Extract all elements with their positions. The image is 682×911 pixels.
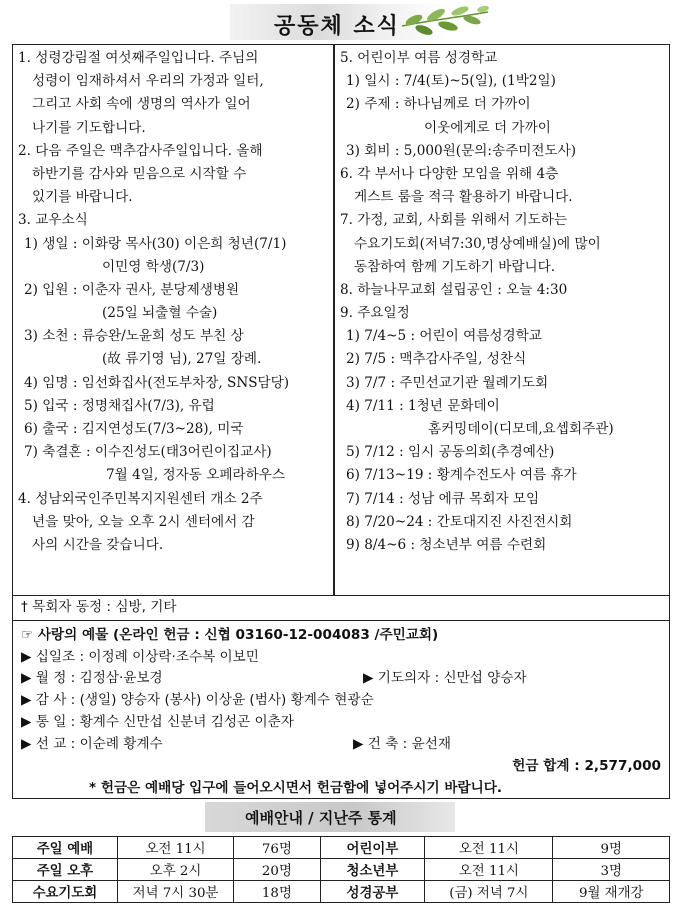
table-cell: 성경공부 (320, 881, 425, 903)
table-row (13, 881, 670, 903)
news-line: 8. 하늘나무교회 설립공인 : 오늘 4:30 (340, 281, 568, 298)
news-line: 나기를 기도합니다. (32, 119, 146, 136)
news-line: 3) 소천 : 류승완/노윤희 성도 부친 상 (24, 328, 244, 345)
table-cell: 18명 (234, 881, 320, 903)
services-table (12, 836, 670, 903)
offering-tithe: ▶ 십일조 : 이정례 이상락·조수복 이보민 (21, 649, 259, 665)
news-line: 이웃에게로 더 가까이 (424, 119, 551, 136)
table-cell: 9월 재개강 (553, 881, 670, 903)
news-line: (故 류기영 님), 27일 장례. (102, 351, 262, 368)
news-line: 7. 가정, 교회, 사회를 위해서 기도하는 (340, 212, 568, 229)
table-cell: 청소년부 (320, 859, 425, 881)
table-row (13, 837, 670, 859)
news-line: 7) 축결혼 : 이수진성도(태3어린이집교사) (24, 444, 272, 461)
table-cell: 3명 (553, 859, 670, 881)
news-line: 있기를 바랍니다. (32, 189, 133, 206)
leaf-decoration-icon (400, 2, 490, 40)
news-line: 4) 임명 : 임선화집사(전도부차장, SNS담당) (24, 374, 290, 391)
table-cell: 20명 (234, 859, 320, 881)
news-line: 하반기를 감사와 믿음으로 시작할 수 (32, 165, 247, 182)
news-line: 8) 7/20~24 : 간토대지진 사진전시회 (346, 513, 573, 530)
offering-box (12, 621, 670, 799)
table-cell: (금) 저녁 7시 (425, 881, 553, 903)
news-line: 5. 어린이부 여름 성경학교 (340, 50, 498, 66)
news-line: 6) 7/13~19 : 황계수전도사 여름 휴가 (346, 467, 577, 484)
news-line: 1) 일시 : 7/4(토)~5(일), (1박2일) (346, 73, 556, 90)
offering-thanks: ▶ 감 사 : (생일) 양승자 (봉사) 이상윤 (범사) 황계수 현광순 (21, 692, 374, 708)
pastor-activity (12, 596, 670, 621)
table-cell: 주일 오후 (13, 859, 118, 881)
news-line: 4) 7/11 : 1청년 문화데이 (346, 397, 500, 414)
news-line: 2) 주제 : 하나님께로 더 가까이 (346, 96, 531, 113)
news-line: 9) 8/4~6 : 청소년부 여름 수련회 (346, 536, 547, 553)
page-title: 공동체 소식 (274, 14, 400, 39)
services-title: 예배안내 / 지난주 통계 (245, 809, 397, 827)
table-cell: 어린이부 (320, 837, 425, 859)
offering-prayer-chair: ▶ 기도의자 : 신만섭 양승자 (363, 670, 527, 686)
news-line: 수요기도회(저녁7:30,명상예배실)에 많이 (354, 235, 601, 252)
news-line: 7) 7/14 : 성남 에큐 목회자 모임 (346, 490, 540, 507)
news-line: (25일 뇌출혈 수술) (102, 305, 218, 322)
table-cell: 저녁 7시 30분 (117, 881, 233, 903)
pastor-activity-text: † 목회자 동정 : 심방, 기타 (21, 599, 177, 615)
table-cell: 주일 예배 (13, 837, 118, 859)
table-cell: 9명 (553, 837, 670, 859)
table-cell: 오전 11시 (425, 859, 553, 881)
offering-construction: ▶ 건 축 : 윤선재 (353, 736, 451, 752)
news-line: 2. 다음 주일은 맥추감사주일입니다. 올해 (18, 142, 263, 159)
news-line: 이민영 학생(7/3) (102, 258, 205, 275)
offering-unification: ▶ 통 일 : 황계수 신만섭 신분녀 김성곤 이춘자 (21, 714, 294, 730)
left-column (18, 47, 330, 557)
news-line: 4. 성남외국인주민복지지원센터 개소 2주 (18, 490, 263, 507)
services-banner (205, 802, 455, 832)
news-line: 2) 7/5 : 맥추감사주일, 성찬식 (346, 351, 527, 368)
offering-monthly: ▶ 월 정 : 김정삼·윤보경 (21, 670, 163, 686)
news-line: 3. 교우소식 (18, 212, 88, 229)
news-line: 그리고 사회 속에 생명의 역사가 일어 (32, 96, 251, 113)
news-line: 1) 7/4~5 : 어린이 여름성경학교 (346, 328, 542, 345)
news-line: 5) 입국 : 정명채집사(7/3), 유럽 (24, 397, 215, 414)
offering-notice: * 헌금은 예배당 입구에 들어오시면서 헌금함에 넣어주시기 바랍니다. (89, 780, 503, 796)
news-line: 1) 생일 : 이화랑 목사(30) 이은희 청년(7/1) (24, 235, 287, 252)
column-divider (333, 44, 335, 596)
offering-title: ☞ 사랑의 예물 (온라인 헌금 : 신협 03160-12-004083 /주민교회) (21, 627, 439, 643)
table-cell: 오후 2시 (117, 859, 233, 881)
news-line: 동참하여 함께 기도하기 바랍니다. (354, 258, 556, 275)
table-row (13, 859, 670, 881)
news-line: 6) 출국 : 김지연성도(7/3~28), 미국 (24, 421, 244, 437)
right-column (340, 47, 666, 557)
news-line: 게스트 룸을 적극 활용하기 바랍니다. (354, 189, 573, 206)
news-line: 사의 시간을 갖습니다. (32, 536, 164, 553)
news-line: 6. 각 부서나 다양한 모임을 위해 4층 (340, 165, 559, 182)
news-line: 년을 맞아, 오늘 오후 2시 센터에서 감 (32, 513, 255, 530)
table-cell: 오전 11시 (425, 837, 553, 859)
news-line: 2) 입원 : 이춘자 권사, 분당제생병원 (24, 281, 240, 298)
news-line: 7월 4일, 정자동 오페라하우스 (106, 467, 286, 484)
news-line: 9. 주요일정 (340, 305, 410, 322)
offering-mission: ▶ 선 교 : 이순례 황계수 (21, 736, 163, 752)
news-line: 성령이 임재하셔서 우리의 가정과 일터, (32, 73, 264, 90)
news-line: 홈커밍데이(디모데,요셉회주관) (428, 421, 614, 437)
news-line: 3) 7/7 : 주민선교기관 월례기도회 (346, 374, 549, 391)
offering-total: 헌금 합계 : 2,577,000 (512, 758, 661, 774)
news-line: 5) 7/12 : 임시 공동의회(추경예산) (346, 444, 555, 461)
table-cell: 수요기도회 (13, 881, 118, 903)
table-cell: 76명 (234, 837, 320, 859)
news-line: 1. 성령강림절 여섯째주일입니다. 주님의 (18, 50, 259, 66)
news-line: 3) 회비 : 5,000원(문의:송주미전도사) (346, 142, 577, 159)
table-cell: 오전 11시 (117, 837, 233, 859)
